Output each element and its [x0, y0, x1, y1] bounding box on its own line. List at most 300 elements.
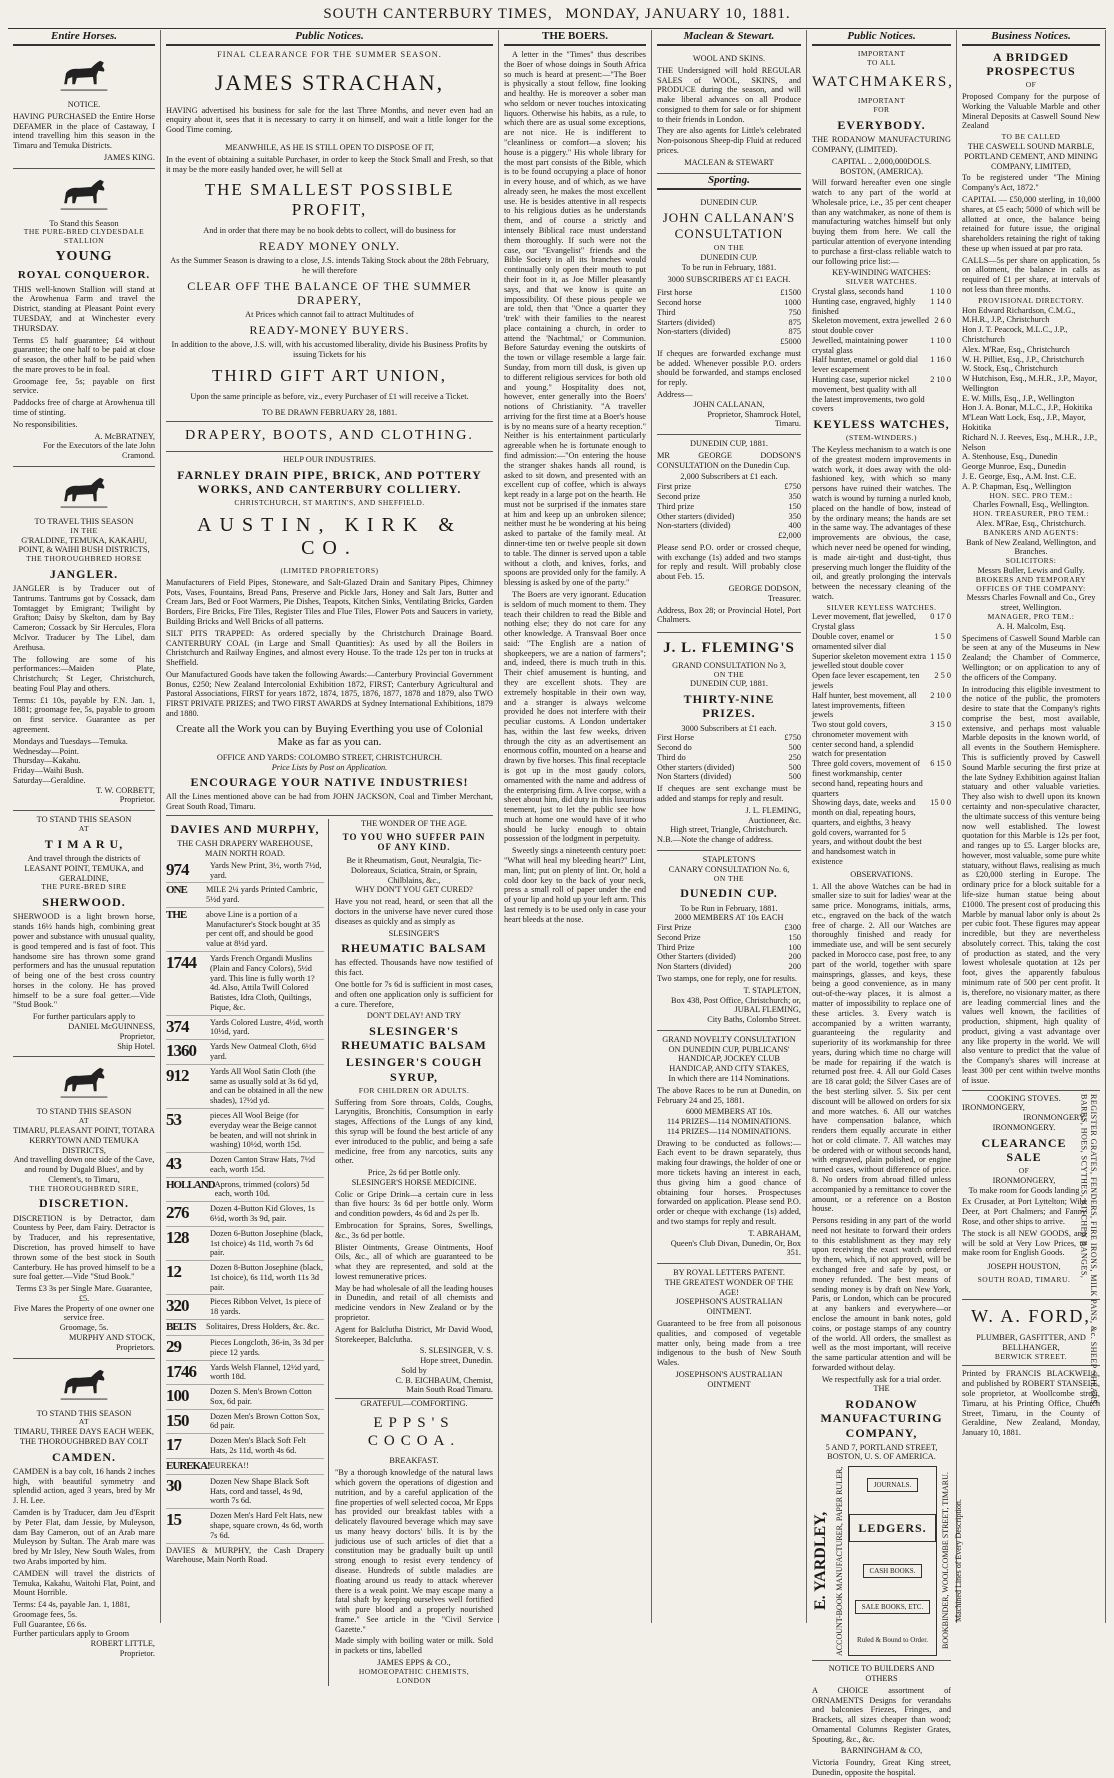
horse-name: DISCRETION.: [38, 1196, 130, 1211]
prize-value: 1000: [784, 297, 801, 307]
advertiser-name: EPPS'S COCOA.: [367, 1415, 461, 1449]
ad-line: THE THOROUGHBRED HORSE: [26, 554, 142, 564]
prize-value: 200: [788, 952, 801, 962]
item-description: Dozen Canton Straw Hats, 7½d each, worth 15d.: [210, 1155, 316, 1174]
prize-row: [657, 763, 801, 773]
item-quantity: BELTS: [166, 1321, 196, 1334]
item-description: Dozen 6-Button Josephine (black, 1st choice) 4s 11d, worth 7s 6d pair.: [210, 1228, 323, 1258]
ad-signature: MURPHY AND STOCK,: [69, 1333, 155, 1343]
ad-josephson: [657, 1264, 801, 1394]
notice-body: Two stamps, one for reply, one for results.: [657, 973, 797, 983]
section-heading: Sporting.: [657, 174, 801, 190]
prize-label: First Prize: [657, 923, 692, 933]
notice-heading: KEY-WINDING WATCHES:: [832, 268, 931, 278]
notice-line: Be it Rheumatism, Gout, Neuralgia, Tic-Doloreaux, Sciatica, Strain, or Sprain, Chilblains, &c.,: [346, 856, 482, 885]
notice-line: DUNEDIN CUP, 1881.: [690, 679, 768, 689]
item-description: Dozen Men's Hard Felt Hats, new shape, square crown, 4s 6d, worth 7s 6d.: [210, 1511, 323, 1540]
notice-line: TO BE CALLED: [1001, 132, 1061, 142]
prize-row: [657, 327, 801, 337]
notice-body: Colic or Gripe Drink—a certain cure in less than five hours: 3s 6d per bottle only. Worm and condition powders, 4s 6d and 2s per lb.: [335, 1189, 493, 1219]
item-quantity: 12: [166, 1262, 181, 1282]
day-item: Thursday—Kakahu.: [13, 756, 81, 766]
watch-description: Superior skeleton movement extra jewelled stout double cover: [812, 651, 927, 671]
ad-body: The following are some of his performances:—Maiden Plate, Christchurch; St Leger, Christchurch, beating Foul Play and others.: [13, 654, 155, 693]
horse-name: YOUNG: [55, 249, 113, 265]
prize-table: [657, 288, 801, 337]
watch-price: 1 10 0: [930, 286, 951, 296]
ad-body: HAVING PURCHASED the Entire Horse DEFAMER in the place of Castaway, I intend travelling him this season in the Timaru and Temuka Districts.: [13, 111, 155, 151]
director-item: M'Lean Watt Lock, Esq., J.P., Mayor, Hokitika: [962, 413, 1086, 433]
watch-price-row: [812, 632, 951, 652]
column-heading: Public Notices.: [812, 30, 951, 46]
prize-row: [657, 482, 801, 492]
ad-body: Camden is by Traducer, dam Jeu d'Esprit by Peter Flat, dam Jessie, by Muleyson, dam Bay Cameron, out of an Arab mare Muleyson by Sultan. The Arab mare was bred by Mr Isley, New South Wales, from two Arabs imported by him.: [13, 1508, 155, 1566]
director-item: W. Stock, Esq., Christchurch: [962, 364, 1058, 374]
ad-line: THE THOROUGHBRED SIRE,: [29, 1183, 139, 1193]
notice-line: IMPORTANT: [857, 96, 906, 106]
prize-label: First horse: [657, 288, 693, 298]
ad-signature: Ship Hotel.: [117, 1041, 155, 1051]
notice-heading: CLEAR OFF THE BALANCE OF THE SUMMER DRAPERY,: [187, 278, 472, 308]
item-quantity: 276: [166, 1203, 189, 1223]
notice-line: ON THE: [713, 242, 745, 252]
prize-table: [657, 733, 801, 782]
notice-line: ACCOUNT-BOOK MANUFACTURER, PAPER RULER,: [834, 1466, 844, 1656]
ledger-tag: JOURNALS.: [867, 1478, 919, 1492]
notice-line: BANKERS AND AGENTS:: [983, 527, 1079, 537]
notice-body: The Keyless mechanism to a watch is one of the greatest modern improvements in watch work, it does away with the old-fashioned key, with which so many persons have ruined their watches. The watch is wound by turning a nurled knob, placed on the handle of bow, instead of by the ordinary means; the hands are set in the same way. The advantages of these improvements are obvious, the case, which never need be opened for winding, is made air-tight and dust-tight, thus preserving much longer the fluidity of the oil, and greatly prolonging the intervals between the necessary cleaning of the watch.: [812, 445, 951, 601]
watch-price-row: [812, 720, 951, 759]
horse-icon: [57, 1366, 111, 1406]
ad-signature: Box 438, Post Office, Christchurch; or,: [671, 995, 801, 1005]
notice-line: BERWICK STREET.: [962, 1353, 1100, 1367]
ad-signature: Proprietors.: [116, 1342, 155, 1352]
ad-line: IN THE: [70, 525, 98, 535]
ad-signature: JUBAL FLEMING,: [734, 1005, 801, 1015]
notice-line: 3000 SUBSCRIBERS AT £1 EACH.: [667, 275, 791, 285]
ad-body: SHERWOOD is a light brown horse, stands 16½ hands high, combining great power and substance with unusual quality, is good tempered and is fast of foot. This handsome sire has thrown some grand performers and has the unusual reputation of being one of the best cross country horses in the colony. He has proved himself to be a sure foal getter.—Vide "Stud Book.": [13, 912, 155, 1010]
watch-price-row: [812, 297, 951, 317]
notice-heading: DUNEDIN CUP, 1881.: [690, 439, 768, 449]
notice-body: Our Manufactured Goods have taken the following Awards:—Canterbury Provincial Government Bonus, £250; New Zealand Intercolonial Exhibition 1872, FIRST; Canterbury Agricultural and Pastoral Associations, FIRST for years 1872, 1874, 1875, 1876, 1877, 1878 and 1879, also TWO FIRST PRIVATE PRIZES; and TWO FIRST AWARDS at Sydney International Exhibitions, 1879 and 1880.: [166, 669, 493, 719]
prize-label: Other starters (divided): [657, 762, 735, 772]
notice-body: They are also agents for Little's celebrated Non-poisonous Sheep-dip Fluid at reduced prices.: [657, 126, 801, 155]
prize-value: 500: [788, 762, 801, 772]
item-quantity: 374: [166, 1016, 189, 1036]
notice-heading: A BRIDGED PROSPECTUS: [986, 49, 1076, 79]
notice-heading: THE GREATEST WONDER OF THE AGE!: [664, 1277, 794, 1297]
notice-line: MANAGER, PRO TEM.:: [987, 612, 1075, 622]
prize-label: Non Starters (divided): [657, 962, 732, 972]
drapery-item: [166, 1229, 324, 1261]
ad-line: Five Mares the Property of one owner one service free.: [13, 1303, 155, 1323]
notice-body: HAVING advertised his business for sale for the last Three Months, and never even had an enquiry about it, sees that it is necessary to carry it on himself, and wait a little longer for the Good Time coming.: [166, 105, 493, 135]
watch-description: Three gold covers, movement of finest workmanship, center second hand, repeating hours and quarters: [812, 759, 923, 798]
director-item: E. W. Mills, Esq., J.P., Wellington: [962, 393, 1075, 403]
watch-price: 2 10 0: [930, 375, 951, 384]
advertiser-name: AUSTIN, KIRK & CO.: [197, 513, 462, 560]
watch-description: Open face lever escapement, ten jewels: [812, 671, 920, 690]
horse-name: SHERWOOD.: [42, 895, 126, 910]
notice-heading: SLESINGER'S RHEUMATIC BALSAM: [341, 1024, 487, 1053]
notice-body: If cheques are sent exchange must be added and stamps for reply and result.: [657, 784, 801, 804]
prize-value: 875: [788, 327, 801, 337]
ad-sherwood: [13, 811, 155, 1057]
ad-line: TIMARU, PLEASANT POINT, TOTARA KERRYTOWN AND TEMUKA DISTRICTS,: [13, 1125, 155, 1155]
drapery-item: [166, 1180, 324, 1203]
drapery-item: [166, 1263, 324, 1295]
ad-body: THIS well-known Stallion will stand at the Arowhenua Farm and travel the District, standing at Pleasant Point every TUESDAY, and at Winchester every THURSDAY.: [13, 284, 155, 333]
ad-line: TO TRAVEL THIS SEASON: [34, 516, 134, 526]
drapery-item: [166, 1155, 324, 1178]
ad-signature: Proprietor,: [119, 1031, 155, 1041]
watch-price-row: [812, 316, 951, 336]
item-description: Dozen New Shape Black Soft Hats, cord and tassel, 4s 9d, worth 7s 6d.: [210, 1476, 310, 1506]
watch-description: Jewelled, maintaining power crystal glass: [812, 335, 908, 355]
ad-stapleton: [657, 851, 801, 1031]
watch-price-row: [812, 336, 951, 356]
notice-body: May be had wholesale of all the leading houses in Dunedin, and retail of all chemists and medicine vendors in New Zealand or by the proprietor.: [335, 1283, 493, 1323]
watch-price-row: [812, 375, 951, 414]
notice-heading: EVERYBODY.: [837, 118, 926, 133]
ad-signature: GEORGE DODSON,: [728, 584, 801, 594]
notice-heading: GRAND NOVELTY CONSULTATION: [662, 1034, 796, 1044]
prize-label: Second horse: [657, 297, 702, 307]
prize-row: [657, 318, 801, 328]
notice-line: N.B.—Note the change of address.: [657, 835, 773, 845]
item-description: above Line is a portion of a Manufacturer's Stock bought at 35 per cent off, and should be good value at 8½d yard.: [206, 909, 321, 949]
watch-price: 2 5 0: [934, 671, 951, 681]
notice-line: SOUTH ROAD, TIMARU.: [977, 1274, 1071, 1284]
prize-label: Other Starters (divided): [657, 952, 736, 962]
notice-line: BY ROYAL LETTERS PATENT.: [673, 1268, 785, 1278]
masthead: [8, 6, 1106, 29]
prize-value: 350: [788, 511, 801, 521]
drapery-item: [166, 1436, 324, 1459]
ad-line: Paddocks free of charge at Arowhenua till time of stinting.: [13, 398, 155, 417]
slesinger-epps-ad: [335, 819, 493, 1685]
notice-line: BREAKFAST.: [389, 1456, 439, 1466]
notice-body: DAVIES & MURPHY, the Cash Drapery Warehouse, Main North Road.: [166, 1545, 324, 1565]
drapery-item: [166, 1322, 324, 1336]
watch-price: 1 5 0: [934, 632, 951, 642]
ad-signature: Timaru.: [774, 419, 801, 429]
prize-value: 750: [788, 307, 801, 317]
ad-signature: C. B. EICHBAUM, Chemist,: [395, 1375, 493, 1385]
item-quantity: 1744: [166, 953, 196, 973]
horse-icon: [57, 1064, 111, 1104]
notice-line: (STEM-WINDERS.): [845, 433, 918, 443]
notice-line: 5 AND 7, PORTLAND STREET, BOSTON, U. S. OF AMERICA.: [825, 1442, 938, 1462]
notice-line: LONDON: [396, 1675, 432, 1685]
ad-line: AT: [78, 1417, 90, 1427]
ad-royal-conqueror: [13, 169, 155, 467]
notice-body: Agent for Balclutha District, Mr David Wood, Storekeeper, Balclutha.: [335, 1324, 493, 1344]
notice-body: The above Races to be run at Dunedin, on February 24 and 25, 1881.: [657, 1085, 801, 1105]
ad-grand-novelty: [657, 1031, 801, 1264]
lower-split: [166, 819, 493, 1685]
notice-body: Proposed Company for the purpose of Working the Valuable Marble and other Mineral Deposits at Caswell Sound New Zealand: [962, 92, 1100, 131]
ad-signature: Proprietor.: [119, 795, 155, 805]
director-item: W Hutchison, Esq., M.H.R., J.P., Mayor, Wellington: [962, 374, 1098, 393]
printer-imprint: Printed by FRANCIS BLACKWELL, and published by ROBERT STANSELL, sole proprietor, at Woollcombe street, Timaru, at his Printing Office, Church Street, Timaru, in the County of Geraldine, New Zealand, Monday, January 10, 1881.: [962, 1369, 1100, 1438]
watch-description: Double cover, enamel or ornamented silver dial: [812, 632, 894, 651]
notice-body: Drawing to be conducted as follows:—Each event to be drawn separately, thus making four drawings, the holder of one or more tickets having an interest in each, thus giving him a good chance of obtaining four horses. Prospectuses forwarded on application. Please send P.O. order or cheque with exchange (1s) added, and two stamps for reply and result.: [657, 1138, 801, 1226]
ledger-tag: SALE BOOKS, ETC.: [855, 1600, 930, 1614]
ad-signature: Treasurer.: [767, 593, 801, 603]
prize-value: 200: [788, 962, 801, 972]
prize-label: Third: [657, 307, 676, 317]
prize-row: [657, 492, 801, 502]
prize-label: Third prize: [657, 501, 695, 511]
notice-body: In the event of obtaining a suitable Purchaser, in order to keep the Stock Small and Fresh, so that it may be the more easily handed over, he will Sell at: [166, 154, 493, 174]
watch-price-row: [812, 287, 951, 297]
notice-heading: CANARY CONSULTATION No. 6,: [668, 864, 790, 874]
prize-row: [657, 733, 801, 743]
drapery-item: [166, 1111, 324, 1153]
prize-label: Second prize: [657, 492, 701, 501]
item-quantity: 974: [166, 859, 189, 879]
ad-line: To Stand this Season: [49, 218, 119, 228]
drapery-item: [166, 910, 324, 952]
ad-line: Groomage fees, 5s.: [13, 1609, 78, 1619]
item-description: Yards French Organdi Muslins (Plain and Fancy Colors), 5½d yard. This line is fully worth 1?4d. Also, Attila Twill Colored Batistes, Idra Cloth, Quiltings, Pique, &c.: [210, 954, 315, 1012]
notice-line: SILVER WATCHES.: [845, 277, 918, 287]
prize-label: First prize: [657, 482, 691, 492]
ad-fleming: [657, 633, 801, 851]
notice-line: OFFICE AND YARDS: COLOMBO STREET, CHRISTCHURCH.: [216, 752, 443, 762]
article-body: Sweetly sings a nineteenth century poet: "What will heal my bleeding heart?" Lint, man, lint; put on plenty of lint. Or, hold a cold door key to the back of your neck, press a small roll of paper under the end of your lip and hold up your left arm. This last remedy is to be used only in case your heart bleeds at the nose.: [504, 846, 646, 924]
ledger-tag: CASH BOOKS.: [863, 1564, 923, 1578]
notice-heading: SLESINGER'S HORSE MEDICINE.: [351, 1177, 477, 1187]
notice-heading: DUNEDIN CUP.: [700, 197, 758, 207]
notice-heading: DRAPERY, BOOTS, AND CLOTHING.: [185, 428, 474, 444]
prize-label: Third Prize: [657, 942, 695, 952]
ad-discretion: [13, 1057, 155, 1358]
notice-body: has effected. Thousands have now testified of this fact.: [335, 958, 493, 978]
notice-line: To be Run in February, 1881.: [680, 903, 778, 913]
column-business-notices: [957, 30, 1106, 1623]
notice-line: Sold by: [401, 1365, 427, 1375]
item-quantity: EUREKA!: [166, 1459, 210, 1472]
watch-price: 1 14 0: [930, 296, 951, 306]
prize-row: [657, 772, 801, 782]
column-sporting: [652, 30, 807, 1623]
notice-heading: WATCHMAKERS,: [812, 73, 954, 90]
watch-description: Half hunter, best movement, all latest improvements, fifteen jewels: [812, 690, 917, 720]
item-description: Yards Welsh Flannel, 12½d yard, worth 18d.: [210, 1362, 321, 1382]
watch-price: 1 10 0: [930, 335, 951, 345]
notice-line: OF: [1018, 1166, 1030, 1176]
notice-heading: LESINGER'S COUGH SYRUP,: [345, 1055, 483, 1084]
ad-line: No responsibilities.: [13, 419, 78, 429]
prize-value: 150: [788, 932, 801, 942]
ad-line: TIMARU, THREE DAYS EACH WEEK, THE THOROUGHBRED BAY COLT: [14, 1427, 154, 1446]
notice-heading: NOTICE TO BUILDERS AND OTHERS: [812, 1660, 951, 1684]
notice-line: PROVISIONAL DIRECTORY.: [978, 295, 1084, 305]
watch-price-row: [812, 652, 951, 672]
ad-line: Further particulars apply to Groom: [13, 1629, 130, 1639]
prize-label: First Horse: [657, 733, 695, 743]
notice-heading: KEYLESS WATCHES,: [813, 417, 950, 432]
ad-body: DISCRETION is by Detractor, dam Countess by Peer, dam Fairy. Detractor is by Traducer, and his representative, Discretion, has proved himself to have thrown some of the best stock in South Canterbury. He has proved himself to be a sure foal getter.—Vide "Stud Book.": [13, 1213, 155, 1282]
ad-signature: S. SLESINGER, V. S.: [419, 1346, 493, 1356]
director-item: A. Stenhouse, Esq., Dunedin: [962, 452, 1058, 462]
notice-heading: THIRD GIFT ART UNION,: [212, 365, 447, 385]
notice-line: High street, Triangle, Christchurch.: [670, 825, 788, 835]
item-description: Yards New Oatmeal Cloth, 6½d yard.: [210, 1042, 317, 1062]
notice-line: ON THE: [713, 669, 745, 679]
notice-heading: Create all the Work you can by Buying Everthing you use of Colonial Make as far as you can.: [176, 722, 483, 748]
item-quantity: 30: [166, 1475, 181, 1495]
item-description: Yards New Print, 3½, worth 7½d, yard.: [210, 860, 322, 880]
advertiser-name: E. YARDLEY,: [812, 1512, 829, 1611]
notice-line: Alex. M'Rae, Esq., Christchurch.: [976, 518, 1086, 528]
item-quantity: 128: [166, 1227, 189, 1247]
notice-title: NOTICE.: [67, 99, 101, 109]
notice-body: Guaranteed to be free from all poisonous qualities, and composed of vegetable matter only, being made from a tree indigenous to the bush of New South Wales.: [657, 1318, 801, 1368]
drapery-item: [166, 1387, 324, 1410]
item-quantity: 43: [166, 1154, 181, 1174]
notice-heading: DUNEDIN CUP.: [680, 886, 778, 901]
ad-terms: Terms: £1 10s, payable by F.N. Jan. 1, 1881; groomage fee, 5s, payable to groom on first service. Guarantee as per agreement.: [13, 695, 155, 735]
notice-heading: THE WONDER OF THE AGE.: [361, 819, 467, 829]
prize-row: [657, 502, 801, 512]
notice-line: To be run in February, 1881.: [681, 262, 777, 272]
prize-row: [657, 288, 801, 298]
drapery-item: [166, 1477, 324, 1509]
prize-total: £2,000: [778, 531, 801, 541]
notice-line: IRONMONGERY,: [1023, 1113, 1086, 1123]
day-item: Wednesday—Point.: [13, 746, 79, 756]
notice-line: THE: [873, 1384, 890, 1394]
column-watchmakers: [807, 30, 964, 1778]
notice-line: IRONMONGERY.: [992, 1122, 1056, 1132]
notice-body: CAPITAL — £50,000 sterling, in 10,000 shares, at £5 each; 5000 of which will be allotted at once, the balance being retained for future issue, the original shareholders retaining the right of taking these up when issued at par pro rata.: [962, 195, 1100, 253]
notice-line: FOR CHILDREN OR ADULTS.: [358, 1085, 470, 1095]
article-body: A letter in the "Times" thus describes the Boer of whose doings in South Africa so much is heard at present:—"The Boer is physically a stout fellow, fine looking and healthy. He is moreover a sober man who seldom or never touches intoxicating liquors. Otherwise his habits, as a rule, to which there are as usual some exceptions, are not nice. He is indifferent to "cleanliness or comfort—a sloven; his house is a piggery." His whole library for the most part consists of the Bible, which is to be found occupying a place of honor in every house, and of which, as we have already seen, he makes the most excellent use. He is besides attentive in all respects to his religious duties as he understands them, and of course a strictly and intensely Biblical race must understand them thoroughly. If such were not the case, our "Evangelist" friends and the Bible Society in all its branches would continually only open their mouth to put their foot in it, as Joe Miller pleasantly says, and that we know is quite an impossibility. Of these pious people we are told, then that "Once a quarter they 'trek' with their families to the nearest place containing a church, in order to attend the 'Nachtmal,' or Communion. Before Saturday evening the outskirts of the town or village resemble a large fair. Sunday, from morn till dusk, is given up to different religious services for both old and young." Hospitality does not, however, enter generally into the Boers' notions of Christianity. "A traveller arriving for the first time at a Boer's house is by no means sure of a hearty reception." Neither is his entertainment particularly agreeable when he is fortunate enough to find admission:—"On entering the house the stranger shakes hands all round, is asked to sit down, and presented with an excellent cup of coffee, which is always kept ready in a large pot on the hearth. He must not be surprised if the inmates stare at him and keep up an unbroken silence; neither must he be wondering at his being asked to partake of the family meal. At dinner-time ten or twelve people sit down to table. The dinner is served upon a table without a cloth, and knives, forks, and spoons are provided only for the family. A blessing is asked by one of the party.": [504, 49, 646, 588]
notice-body: Made simply with boiling water or milk. Sold in packets or tins, labelled: [335, 1636, 493, 1656]
notice-body: 1. All the above Watches can be had in smaller size to suit for ladies' wear at the same price. Monograms, initials, arms, etc., engraved on the back of the watch free of charge. 2. All our Watches are thoroughly finished and ready for immediate use, and will be sent securely packed in Morocco case, post free, to any part of the world, together with spare mainsprings, glasses, and keys, these being a good convenience, as in many out-of-the-way places, it is almost a matter of impossibility to replace one of these articles. 3. Every watch is accompanied by a written warranty, guaranteeing the regularity and superiority of its workmanship for three years, during which time no charge will be made for repairing if the watch is returned post free. 4. All our Gold Cases are 18 carat gold; the Silver Cases are of the best sterling silver. 5. Six per cent discount will be allowed on orders for six and more watches. 6. All our watches have compensation balance, which renders them equally accurate in either hot or cold climate. 7. All watches may be ordered with or without seconds hand, with engraved, plain polished, or engine turned cases, without difference of price. 8. No orders from abroad filled unless accompanied by a remittance to cover the amount, or a reference on a Boston house.: [812, 881, 951, 1214]
notice-line: Price Lists by Post on Application.: [271, 762, 388, 772]
ad-signature: Auctioneer, &c.: [748, 815, 801, 825]
ad-line: T I M A R U,: [44, 836, 124, 851]
advertiser-name: JAMES STRACHAN,: [214, 69, 445, 95]
notice-body: The stock is all NEW GOODS, and will be sold at Very Low Prices, to make room for English Goods.: [962, 1228, 1086, 1258]
davies-murphy-ad: [166, 819, 329, 1685]
notice-line: ON DUNEDIN CUP, PUBLICANS' HANDICAP, JOCKEY CLUB HANDICAP, AND CITY STAKES,: [668, 1044, 790, 1074]
director-item: Richard N. J. Reeves, Esq., M.H.R., J.P., Nelson: [962, 432, 1098, 452]
notice-heading: TO YOU WHO SUFFER PAIN OF ANY KIND.: [342, 831, 486, 853]
notice-body: One bottle for 7s 6d is sufficient in most cases, and often one application only is sufficient for a cure. Therefore,: [335, 980, 493, 1009]
ad-signature: JAMES KING.: [103, 152, 155, 162]
notice-line: GRAND CONSULTATION No 3,: [672, 660, 786, 670]
ad-signature: J. L. FLEMING,: [745, 805, 801, 815]
prize-value: 400: [788, 521, 801, 531]
ad-line: TO STAND THIS SEASON: [36, 815, 132, 825]
prize-total: £5000: [780, 337, 801, 347]
prize-label: Second Prize: [657, 932, 701, 942]
notice-line: WHY DON'T YOU GET CURED?: [355, 885, 473, 895]
item-description: MILE 2¼ yards Printed Cambric, 5½d yard.: [206, 885, 318, 905]
drapery-item: [166, 861, 324, 884]
ad-signature: T. W. CORBETT,: [96, 785, 155, 795]
yardley-ad: [812, 1466, 964, 1656]
prize-value: 500: [788, 743, 801, 753]
notice-heading: COOKING STOVES.: [987, 1093, 1061, 1103]
prize-row: [657, 952, 801, 962]
ad-signature: For the Executors of the late John Cramond.: [43, 441, 155, 461]
ad-signature: JAMES EPPS & CO.,: [377, 1658, 451, 1668]
prize-row: [657, 512, 801, 522]
notice-heading: OBSERVATIONS.: [850, 869, 913, 879]
watch-price-row: [812, 355, 951, 375]
watch-price: 1 16 0: [930, 355, 951, 365]
ad-line: For further particulars apply to: [32, 1012, 136, 1022]
prize-value: £750: [784, 733, 801, 743]
notice-body: Embrocation for Sprains, Sores, Swellings, &c., 3s 6d per bottle.: [335, 1220, 493, 1240]
notice-heading: JOSEPHSON'S AUSTRALIAN OINTMENT: [675, 1369, 783, 1389]
notice-line: IMPORTANT: [857, 48, 906, 58]
ad-signature: JOHN CALLANAN,: [693, 399, 765, 409]
prize-label: Second do: [657, 743, 692, 753]
item-description: Dozen Men's Black Soft Felt Hats, 2s 11d, worth 4s 6d.: [210, 1436, 306, 1456]
notice-line: MAIN NORTH ROAD.: [205, 848, 285, 858]
prize-label: Non Starters (divided): [657, 772, 732, 782]
director-item: Alex. M'Rae, Esq., Christchurch: [962, 344, 1070, 354]
advertiser-name: JOHN CALLANAN'S CONSULTATION: [662, 210, 796, 241]
prize-value: 500: [788, 772, 801, 782]
notice-body: THE Undersigned will hold REGULAR SALES of WOOL, SKINS, and PRODUCE during the season, and will make liberal advances on all Produce consigned to them for sale or for shipment to their friends in London.: [657, 65, 801, 124]
day-item: Friday—Waihi Bush.: [13, 766, 84, 776]
notice-line: 2000 MEMBERS AT 10s EACH: [674, 913, 784, 923]
ad-line: AT: [78, 1116, 90, 1126]
notice-body: A CHOICE assortment of ORNAMENTS Designs for verandahs and balconies Friezes, Fringes, and Brackets, all sizes cheaper than wood; Ornamental Columns Register Grates, Spouting, &c., &c.: [812, 1685, 951, 1744]
director-item: George Munroe, Esq., Dunedin: [962, 462, 1066, 472]
prize-value: £1500: [780, 288, 801, 298]
advertiser-name: RODANOW MANUFACTURING COMPANY,: [820, 1397, 943, 1440]
ad-body: CAMDEN is a bay colt, 16 hands 2 inches high, with beautiful symmetry and splendid action, aged 3 years, bred by Mr J. H. Lee.: [13, 1466, 155, 1506]
notice-body: Blister Ointments, Grease Ointments, Hoof Oils, &c., all of which are guaranteed to be what they are represented, and sold at the lowest remunerative prices.: [335, 1242, 493, 1281]
notice-line: In which there are 114 Nominations.: [668, 1074, 790, 1083]
prize-value: 875: [788, 317, 801, 327]
director-list: [962, 306, 1100, 492]
notice-line: Charles Fownall, Esq., Wellington.: [972, 500, 1090, 510]
watch-description: Crystal glass, seconds hand: [812, 286, 904, 296]
ad-signature: Proprietor, Shamrock Hotel,: [707, 409, 801, 419]
notice-body: In introducing this eligible investment to the notice of the public, the promoters desire to state that the Company's rights comprise the best, most available, extensive, and perhaps most valuable Marble deposits in the known world, of all events in the Southern Hemisphere. This is sufficiently proved by Caswell Sound Marble securing the first prize at the late Sydney Exhibition against Italian statuary and other valuable varieties. They also wish to dwell upon its known certainty and non-speculative character, the ultimate success of this venture being now well established. The lowest quotation for this Marble is 12s per foot, and ranges up to £5. Larger blocks are, however, most valuable, some pure white statuary, without flaws, realising as much as £20,000 sterling in Europe. The ordinary price for a block suitable for a life-size human statue being about £1000. The present cost of producing this Marble by manual labor only is about 2s per cubic foot. These figures may appear incredible, but they are nevertheless absolutely correct. This, taking the cost of production as stated, and the very lowest wholesale quotation at 12s per foot, gives the apparently fabulous minimum rate of 500 per cent profit. It is, therefore, no visionary matter, as there are leading commercial lines and the values well known, the facilities of production, shipment, high quality of product, giving a vast advantage over any like property in the world. We will also venture to predict that the value of the Company's shares will increase at least 300 per cent within twelve months of issue.: [962, 685, 1100, 1091]
notice-line: THE CASH DRAPERY WAREHOUSE,: [177, 839, 313, 849]
notice-line: IRONMONGERY,: [992, 1175, 1056, 1185]
ad-jangler: [13, 467, 155, 811]
drapery-item: [166, 1297, 324, 1320]
notice-line: Messrs Buller, Lewis and Gully.: [977, 566, 1085, 575]
vertical-ad-text: REGISTER GRATES, FENDERS, FIRE IRONS, MILK PANS, &c. SHEEP SHEARS, BARBS, HOES, SCYTHES, KITCHEN RANGES,: [1079, 1093, 1098, 1407]
notice-line: CAPITAL .. 2,000,000DOLS.: [831, 156, 932, 166]
watch-price: 1 15 0: [930, 651, 951, 661]
ad-signature: Proprietor.: [119, 1648, 155, 1658]
ad-line: TO STAND THIS SEASON: [36, 1107, 132, 1117]
drapery-item: [166, 1363, 324, 1386]
prize-label: Third do: [657, 752, 686, 762]
prize-value: 100: [788, 942, 801, 952]
director-item: A. P. Chapman, Esq., Wellington: [962, 481, 1072, 491]
prize-label: Non-starters (divided): [657, 521, 731, 531]
item-quantity: ONE: [166, 884, 187, 897]
notice-line: BROKERS AND TEMPORARY OFFICES OF THE COMPANY:: [975, 574, 1087, 593]
watch-price: 6 15 0: [930, 759, 951, 769]
notice-body: CALLS—5s per share on application, 5s on allotment, the balance in calls as required of £1 per share, at intervals of not less than three months.: [962, 255, 1100, 295]
